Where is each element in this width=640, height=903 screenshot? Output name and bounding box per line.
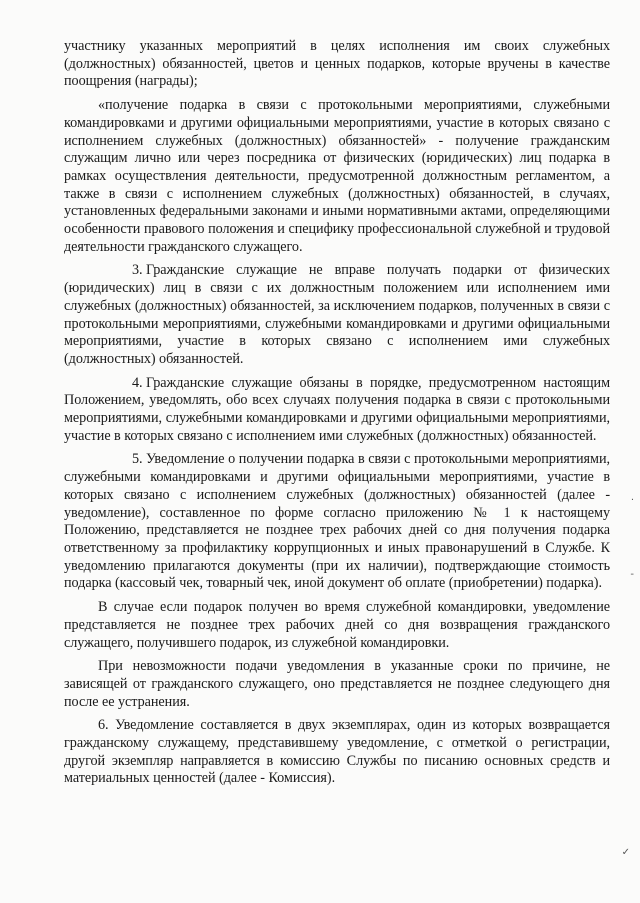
paragraph-7 [64,658,610,711]
paragraph-2 [64,97,610,256]
paragraph-4-text: Гражданские служащие обязаны в порядке, предусмотренном настоящим Положением, уведомлять, обо всех случаях получения подарка в связи с протокольными мероприятиями, служебными командировками и другими официальными мероприятиями, участие в которых связано с исполнением ими служебных (должностных) обязанностей. [64,374,610,444]
paragraph-6 [64,599,610,652]
paragraph-5-text: Уведомление о получении подарка в связи с протокольными мероприятиями, служебными командировками и другими официальными мероприятиями, участие в которых связано с исполнением служебных (должностных) обязанностей (далее - уведомление), составленное по форме согласно приложению № 1 к настоящему Положению, представляется не позднее трех рабочих дней со дня получения подарка ответственному за профилактику коррупционных и иных правонарушений в Службе. К уведомлению прилагаются документы (при их наличии), подтверждающие стоимость подарка (кассовый чек, товарный чек, иной документ об оплате (приобретении) подарка). [64,451,610,592]
paragraph-8 [64,717,610,788]
paragraph-6-text: В случае если подарок получен во время служебной командировки, уведомление представляется не позднее трех рабочих дней со дня возвращения гражданского служащего, получившего подарок, из служебной командировки. [64,599,610,651]
paragraph-1-text: участнику указанных мероприятий в целях исполнения им своих служебных (должностных) обязанностей, цветов и ценных подарков, которые вручены в качестве поощрения (награды); [64,38,610,90]
scan-speck: - [630,569,634,580]
paragraph-2-text: «получение подарка в связи с протокольными мероприятиями, служебными командировками и другими официальными мероприятиями, участие в которых связано с исполнением служебных (должностных) обязанностей» - получение гражданским служащим лично или через посредника от физических (юридических) лиц подарка в рамках осуществления деятельности, предусмотренной должностным регламентом, а также в связи с исполнением служебных (должностных) обязанностей, в случаях, установленных федеральными законами и иными нормативными актами, определяющими особенности правового положения и специфику профессиональной служебной и трудовой деятельности гражданского служащего. [64,97,610,255]
paragraph-3-number: 3. [132,262,143,279]
paragraph-1 [64,38,610,91]
paragraph-8-text: 6. Уведомление составляется в двух экземплярах, один из которых возвращается гражданскому служащему, представившему уведомление, с отметкой о регистрации, другой экземпляр направляется в комиссию Службы по писанию основных средств и материальных ценностей (далее - Комиссия). [64,717,610,787]
paragraph-3 [64,262,610,368]
paragraph-4 [64,375,610,446]
paragraph-7-text: При невозможности подачи уведомления в указанные сроки по причине, не зависящей от гражданского служащего, оно представляется не позднее следующего дня после ее устранения. [64,658,610,710]
paragraph-4-number: 4. [132,374,143,391]
paragraph-5 [64,451,610,593]
paragraph-3-text: Гражданские служащие не вправе получать подарки от физических (юридических) лиц в связи с их должностным положением или исполнением ими служебных (должностных) обязанностей, за исключением подарков, полученных в связи с протокольными мероприятиями, служебными командировками и другими официальными мероприятиями, участие в которых связано с исполнением ими служебных (должностных) обязанностей. [64,262,610,367]
paragraph-5-number: 5. [132,451,143,468]
scan-speck: ✓ [621,847,630,858]
scan-speck: · [630,495,634,506]
